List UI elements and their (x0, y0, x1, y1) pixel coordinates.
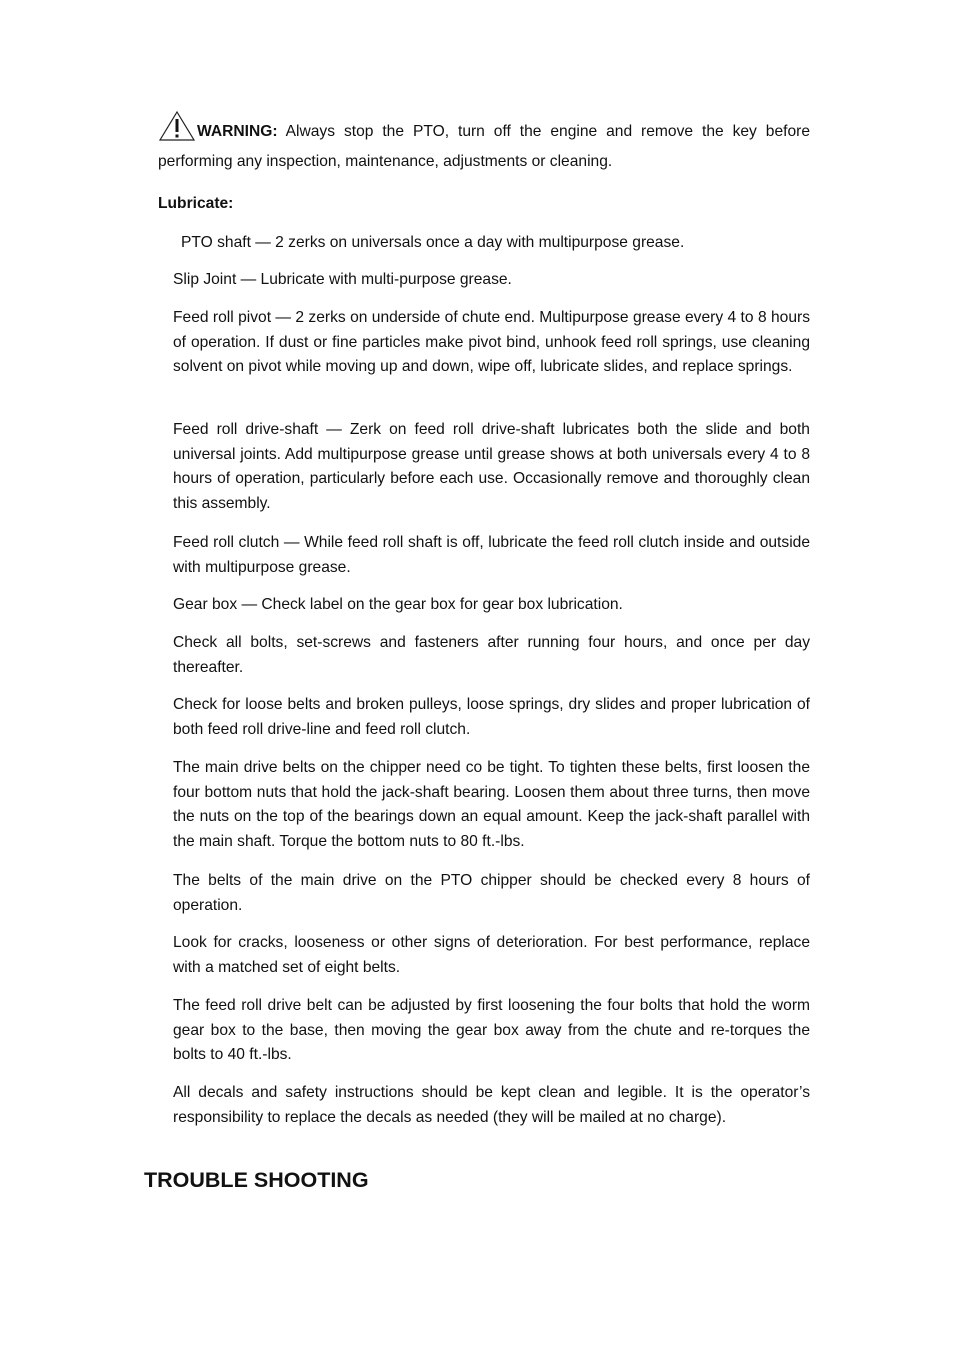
item-check-bolts: Check all bolts, set-screws and fasteners after running four hours, and once per day thereafter. (173, 634, 810, 676)
item-main-drive-belts: The main drive belts on the chipper need co be tight. To tighten these belts, first loosen the four bottom nuts that hold the jack-shaft bearing. Loosen them about three turns, then move the nuts on the top of the bearings down an equal amount. Keep the jack-shaft parallel with the main shaft. Torque the bottom nuts to 80 ft.-lbs. (173, 759, 810, 850)
warning-paragraph (158, 110, 810, 177)
lubricate-heading: Lubricate: (158, 195, 234, 212)
warning-triangle-icon (158, 110, 196, 142)
item-pto-shaft: PTO shaft — 2 zerks on universals once a day with multipurpose grease. (181, 234, 685, 251)
item-feed-roll-drive-shaft: Feed roll drive-shaft — Zerk on feed roll drive-shaft lubricates both the slide and both universal joints. Add multipurpose grease until grease shows at both universals every 4 to 8 hours of operation, particularly before each use. Occasionally remove and thoroughly clean this assembly. (173, 421, 810, 512)
item-decals: All decals and safety instructions should be kept clean and legible. It is the operator’s responsibility to replace the decals as needed (they will be mailed at no charge). (173, 1084, 810, 1126)
item-feed-roll-pivot: Feed roll pivot — 2 zerks on underside of chute end. Multipurpose grease every 4 to 8 hours of operation. If dust or fine particles make pivot bind, unhook feed roll springs, use cleaning solvent on pivot while moving up and down, wipe off, lubricate slides, and replace springs. (173, 309, 810, 376)
item-belts-check-interval: The belts of the main drive on the PTO chipper should be checked every 8 hours of operation. (173, 872, 810, 914)
item-slip-joint: Slip Joint — Lubricate with multi-purpose grease. (173, 271, 512, 288)
item-gear-box: Gear box — Check label on the gear box for gear box lubrication. (173, 596, 623, 613)
item-feed-roll-drive-belt: The feed roll drive belt can be adjusted by first loosening the four bolts that hold the worm gear box to the base, then moving the gear box away from the chute and re-torques the bolts to 40 ft.-lbs. (173, 997, 810, 1064)
warning-text: Always stop the PTO, turn off the engine and remove the key before performing any inspection, maintenance, adjustments or cleaning. (158, 123, 810, 170)
warning-label: WARNING: (197, 123, 278, 140)
item-feed-roll-clutch: Feed roll clutch — While feed roll shaft is off, lubricate the feed roll clutch inside and outside with multipurpose grease. (173, 534, 810, 576)
item-check-belts: Check for loose belts and broken pulleys, loose springs, dry slides and proper lubrication of both feed roll drive-line and feed roll clutch. (173, 696, 810, 738)
trouble-shooting-heading: TROUBLE SHOOTING (144, 1168, 369, 1192)
item-look-for-cracks: Look for cracks, looseness or other signs of deterioration. For best performance, replace with a matched set of eight belts. (173, 934, 810, 976)
